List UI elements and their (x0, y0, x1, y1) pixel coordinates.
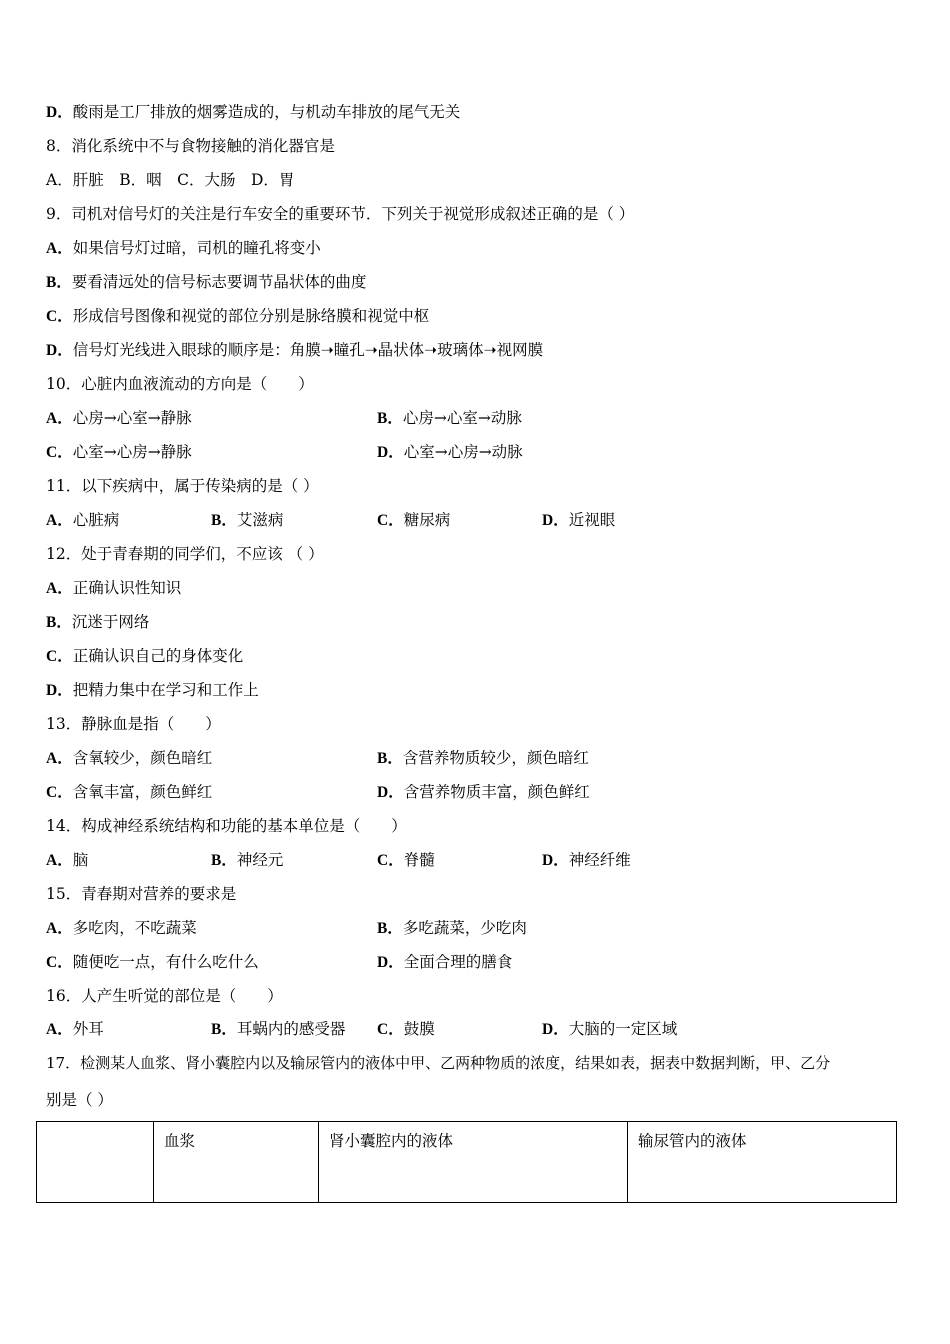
q14-option-b: B．神经元 (211, 851, 284, 869)
table-row (37, 1122, 897, 1203)
q16-option-d: D．大脑的一定区域 (542, 1020, 678, 1038)
q11-option-d: D．近视眼 (542, 511, 616, 529)
q10-stem: 10．心脏内血液流动的方向是（ ） (46, 375, 314, 393)
q14-option-d: D．神经纤维 (542, 851, 631, 869)
q8-options: A．肝脏 B．咽 C．大肠 D．胃 (46, 171, 295, 189)
q17-stem-line2: 别是（ ） (46, 1091, 113, 1109)
q15-option-b: B．多吃蔬菜，少吃肉 (377, 919, 527, 937)
q8-stem: 8．消化系统中不与食物接触的消化器官是 (46, 137, 335, 155)
table-cell-empty (37, 1122, 154, 1203)
q13-option-a: A．含氧较少，颜色暗红 (46, 749, 213, 767)
q9-option-c: C．形成信号图像和视觉的部位分别是脉络膜和视觉中枢 (46, 307, 430, 325)
q12-option-d: D．把精力集中在学习和工作上 (46, 681, 259, 699)
q13-option-c: C．含氧丰富，颜色鲜红 (46, 783, 213, 801)
q16-option-a: A．外耳 (46, 1020, 104, 1038)
q13-option-b: B．含营养物质较少，颜色暗红 (377, 749, 589, 767)
q16-option-c: C．鼓膜 (377, 1020, 435, 1038)
q11-option-a: A．心脏病 (46, 511, 120, 529)
q9-stem: 9．司机对信号灯的关注是行车安全的重要环节．下列关于视觉形成叙述正确的是（ ） (46, 205, 635, 223)
q10-option-b: B．心房→心室→动脉 (377, 409, 522, 427)
q9-option-a: A．如果信号灯过暗，司机的瞳孔将变小 (46, 239, 321, 257)
q14-option-c: C．脊髓 (377, 851, 435, 869)
q17-table (36, 1121, 897, 1203)
q12-option-b: B．沉迷于网络 (46, 613, 150, 631)
q15-option-d: D．全面合理的膳食 (377, 953, 513, 971)
q14-option-a: A．脑 (46, 851, 89, 869)
q14-stem: 14．构成神经系统结构和功能的基本单位是（ ） (46, 817, 407, 835)
q13-option-d: D．含营养物质丰富，颜色鲜红 (377, 783, 590, 801)
q10-option-c: C．心室→心房→静脉 (46, 443, 192, 461)
q15-stem: 15．青春期对营养的要求是 (46, 885, 237, 903)
q12-stem: 12．处于青春期的同学们，不应该 （ ） (46, 545, 324, 563)
q15-option-c: C．随便吃一点，有什么吃什么 (46, 953, 259, 971)
q7-option-d: D．酸雨是工厂排放的烟雾造成的，与机动车排放的尾气无关 (46, 103, 461, 121)
table-header-capsule-fluid: 肾小囊腔内的液体 (319, 1122, 628, 1203)
q9-option-b: B．要看清远处的信号标志要调节晶状体的曲度 (46, 273, 367, 291)
q11-stem: 11．以下疾病中，属于传染病的是（ ） (46, 477, 319, 495)
q15-option-a: A．多吃肉，不吃蔬菜 (46, 919, 197, 937)
q10-option-a: A．心房→心室→静脉 (46, 409, 192, 427)
q12-option-a: A．正确认识性知识 (46, 579, 182, 597)
q11-option-c: C．糖尿病 (377, 511, 451, 529)
q17-stem-line1: 17．检测某人血浆、肾小囊腔内以及输尿管内的液体中甲、乙两种物质的浓度，结果如表，据表中数据判断，甲、乙分 (46, 1054, 831, 1072)
q10-option-d: D．心室→心房→动脉 (377, 443, 523, 461)
q16-option-b: B．耳蜗内的感受器 (211, 1020, 346, 1038)
q13-stem: 13．静脉血是指（ ） (46, 715, 221, 733)
q9-option-d: D．信号灯光线进入眼球的顺序是：角膜➝瞳孔➝晶状体➝玻璃体➝视网膜 (46, 341, 544, 359)
q12-option-c: C．正确认识自己的身体变化 (46, 647, 244, 665)
table-header-ureter-fluid: 输尿管内的液体 (628, 1122, 897, 1203)
table-header-plasma: 血浆 (154, 1122, 319, 1203)
q16-stem: 16．人产生听觉的部位是（ ） (46, 987, 283, 1005)
q11-option-b: B．艾滋病 (211, 511, 284, 529)
